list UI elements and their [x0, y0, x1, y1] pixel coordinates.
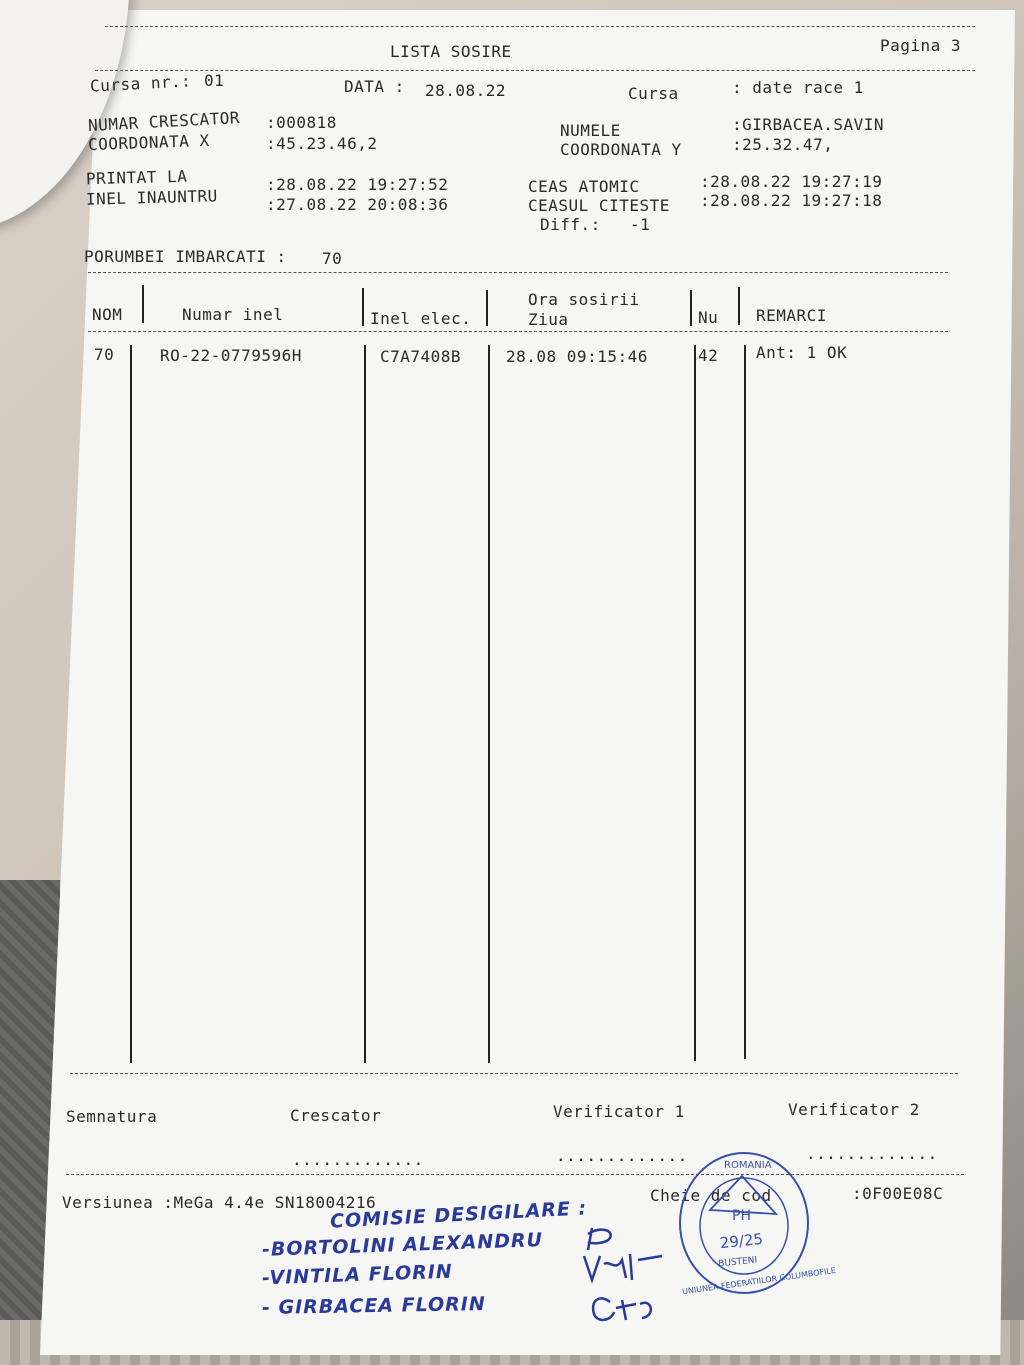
numele-label: NUMELE: [560, 121, 621, 140]
cheie-de-cod-value: :0F00E08C: [852, 1184, 944, 1203]
handwritten-commission-title: COMISIE DESIGILARE :: [329, 1197, 588, 1233]
stamp-city: BUSTENI: [717, 1255, 758, 1270]
header-divider-1: [142, 285, 144, 323]
col-ora-sosirii: Ora sosirii: [528, 290, 640, 309]
crescator-signature-line: .............: [292, 1150, 424, 1169]
handwritten-member-2: -VINTILA FLORIN: [261, 1260, 454, 1290]
verificator1-signature-line: .............: [556, 1146, 688, 1165]
row-nom: 70: [94, 345, 115, 364]
diff-label: Diff.:: [540, 215, 601, 234]
ceas-atomic-label: CEAS ATOMIC: [528, 177, 640, 196]
column-line-4: [694, 345, 696, 1061]
row-inel-elec: C7A7408B: [380, 347, 462, 366]
column-line-5: [744, 345, 746, 1059]
coord-x-label: COORDONATA X: [87, 130, 210, 155]
header-divider-5: [738, 287, 740, 325]
verificator2-signature-line: .............: [806, 1144, 938, 1163]
data-label: DATA :: [344, 77, 405, 96]
cursa-label: Cursa: [628, 84, 679, 103]
top-rule: [105, 26, 975, 27]
row-remarci: Ant: 1 OK: [756, 343, 848, 362]
cursa-nr-label: Cursa nr.:: [89, 71, 192, 96]
imbarcati-value: 70: [322, 249, 343, 268]
verificator1-label: Verificator 1: [553, 1102, 685, 1121]
col-nu: Nu: [698, 308, 719, 327]
col-nom: NOM: [92, 305, 123, 324]
crescator-label: Crescator: [290, 1106, 382, 1125]
inel-inauntru-value: :27.08.22 20:08:36: [266, 195, 449, 214]
footer-rule: [66, 1174, 964, 1175]
ceasul-citeste-label: CEASUL CITESTE: [528, 196, 670, 215]
ceasul-citeste-value: :28.08.22 19:27:18: [700, 191, 883, 210]
stamp-number: 29/25: [718, 1229, 764, 1253]
table-header-rule: [88, 331, 948, 332]
federation-stamp: [672, 1148, 837, 1298]
data-value: 28.08.22: [425, 81, 507, 100]
coord-y-value: :25.32.47,: [732, 135, 834, 154]
stamp-top-text: ROMANIA: [724, 1160, 772, 1171]
column-line-1: [130, 345, 132, 1063]
row-arrival-time: 28.08 09:15:46: [506, 347, 648, 366]
cursa-value: : date race 1: [732, 78, 864, 97]
col-numar-inel: Numar inel: [182, 305, 284, 324]
table-bottom-rule: [70, 1073, 958, 1074]
title-rule: [95, 70, 975, 71]
versiunea: Versiunea :MeGa 4.4e SN18004216: [62, 1193, 377, 1212]
col-remarci: REMARCI: [756, 306, 827, 325]
header-divider-2: [362, 288, 364, 326]
row-nu: 42: [698, 346, 719, 365]
inel-inauntru-label: INEL INAUNTRU: [85, 186, 218, 209]
page-number: Pagina 3: [880, 36, 962, 55]
numar-crescator-label: NUMAR CRESCATOR: [87, 108, 241, 135]
stamp-mid-text: PH: [732, 1208, 751, 1224]
cursa-nr-value: 01: [204, 71, 225, 90]
handwritten-member-1: -BORTOLINI ALEXANDRU: [261, 1229, 544, 1261]
handwritten-member-3: - GIRBACEA FLORIN: [261, 1293, 486, 1319]
coord-x-value: :45.23.46,2: [266, 134, 378, 153]
stamp-ring-text: UNIUNEA FEDERATIILOR COLUMBOFILE: [681, 1265, 837, 1297]
verificator2-label: Verificator 2: [788, 1100, 920, 1119]
column-line-2: [364, 345, 366, 1063]
coord-y-label: COORDONATA Y: [560, 140, 682, 159]
ceas-atomic-value: :28.08.22 19:27:19: [700, 172, 883, 191]
header-divider-4: [690, 290, 692, 326]
header-divider-3: [486, 290, 488, 326]
column-line-3: [488, 345, 490, 1063]
table-top-rule: [88, 272, 948, 273]
diff-value: -1: [630, 215, 651, 234]
row-numar-inel: RO-22-0779596H: [160, 346, 302, 365]
printat-label: PRINTAT LA: [85, 166, 188, 189]
imbarcati-label: PORUMBEI IMBARCATI :: [84, 247, 287, 266]
numar-crescator-value: :000818: [266, 113, 337, 132]
printat-value: :28.08.22 19:27:52: [266, 175, 449, 194]
semnatura-label: Semnatura: [66, 1107, 158, 1126]
col-inel-elec: Inel elec.: [370, 309, 472, 328]
cheie-de-cod-label: Cheie de cod: [650, 1186, 772, 1205]
document-title: LISTA SOSIRE: [390, 42, 512, 61]
col-ziua: Ziua: [528, 310, 569, 329]
numele-value: :GIRBACEA.SAVIN: [732, 115, 884, 134]
